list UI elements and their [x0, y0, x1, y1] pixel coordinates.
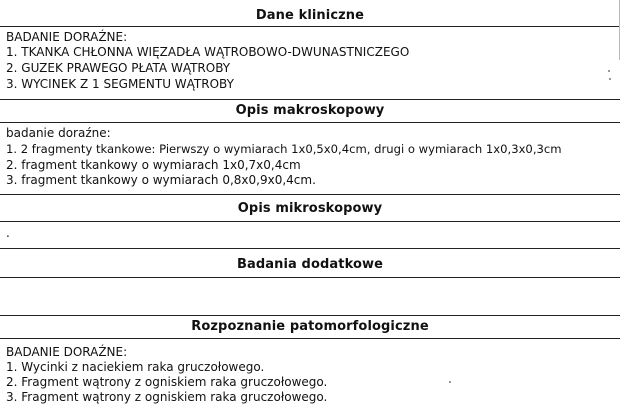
clinical-line: BADANIE DORAŹNE:: [6, 30, 128, 44]
divider: [0, 315, 620, 316]
divider: [0, 221, 620, 222]
macroscopic-heading: Opis makroskopowy: [235, 103, 385, 118]
microscopic-line: .: [6, 226, 10, 240]
macroscopic-line: 1. 2 fragmenty tkankowe: Pierwszy o wymiarach 1x0,5x0,4cm, drugi o wymiarach 1x0,3x0,3cm: [6, 142, 562, 156]
macroscopic-line: 3. fragment tkankowy o wymiarach 0,8x0,9x0,4cm.: [6, 173, 316, 187]
microscopic-heading: Opis mikroskopowy: [237, 201, 383, 216]
divider: [0, 194, 620, 195]
divider: [0, 26, 620, 27]
clinical-data-section: [0, 8, 620, 24]
clinical-line: 1. TKANKA CHŁONNA WIĘZADŁA WĄTROBOWO-DWUNASTNICZEGO: [6, 45, 410, 59]
clinical-line: 3. WYCINEK Z 1 SEGMENTU WĄTROBY: [6, 77, 234, 91]
scan-speck: [608, 70, 610, 72]
scan-speck: [609, 78, 611, 80]
divider: [0, 338, 620, 339]
divider: [0, 277, 620, 278]
diagnosis-line: 1. Wycinki z naciekiem raka gruczołowego.: [6, 360, 265, 374]
diagnosis-heading: Rozpoznanie patomorfologiczne: [191, 319, 429, 334]
diagnosis-section: [0, 319, 620, 335]
macroscopic-line: 2. fragment tkankowy o wymiarach 1x0,7x0,4cm: [6, 158, 301, 172]
diagnosis-line: 2. Fragment wątrony z ogniskiem raka gruczołowego.: [6, 375, 328, 389]
clinical-data-heading: Dane kliniczne: [255, 8, 365, 23]
macroscopic-section: [0, 103, 620, 119]
macroscopic-line: badanie doraźne:: [6, 126, 111, 140]
additional-tests-section: [0, 257, 620, 273]
diagnosis-line: BADANIE DORAŹNE:: [6, 345, 128, 359]
divider: [0, 122, 620, 123]
clinical-line: 2. GUZEK PRAWEGO PŁATA WĄTROBY: [6, 61, 231, 75]
divider: [0, 99, 620, 100]
scan-speck: [449, 381, 451, 383]
microscopic-section: [0, 201, 620, 217]
diagnosis-line: 3. Fragment wątrony z ogniskiem raka gruczołowego.: [6, 390, 328, 404]
additional-tests-heading: Badania dodatkowe: [236, 257, 384, 272]
divider: [0, 248, 620, 249]
